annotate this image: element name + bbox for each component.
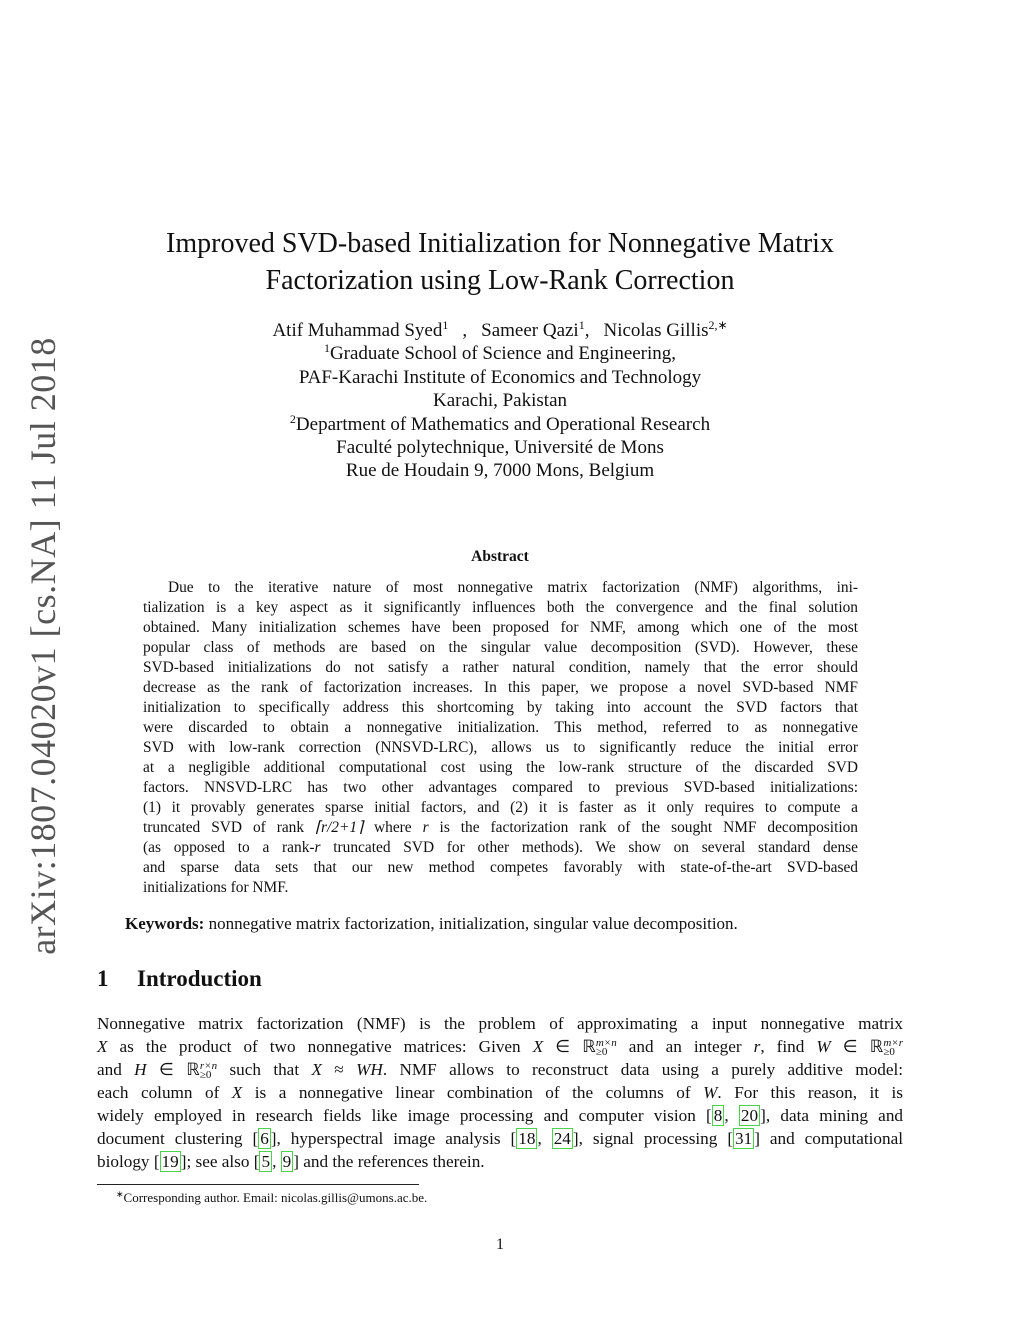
abstract-text: where	[363, 819, 423, 836]
author-list	[100, 319, 900, 342]
body-text: ], data mining and	[760, 1106, 904, 1125]
math-set: ∈ ℝ	[830, 1037, 884, 1056]
body-text: and an integer	[616, 1037, 754, 1056]
author-separator: ,	[584, 320, 590, 341]
math-X: X	[231, 1083, 243, 1102]
math-superscript: r×n	[199, 1060, 218, 1072]
abstract-line: factors. NNSVD-LRC has two other advantages compared to previous SVD-based initializations:	[143, 779, 858, 796]
keywords-label: Keywords:	[125, 914, 205, 933]
citation-link[interactable]: 24	[553, 1129, 571, 1148]
math-H: H	[134, 1060, 147, 1079]
math-dimension	[200, 1062, 217, 1080]
math-superscript: m×r	[883, 1037, 903, 1049]
citation-link[interactable]: 18	[518, 1129, 536, 1148]
math-W: W	[703, 1083, 718, 1102]
abstract-line: decrease as the rank of factorization increases. In this paper, we propose a novel SVD-based NMF	[143, 679, 858, 696]
abstract-heading: Abstract	[471, 548, 529, 565]
abstract-line: at a negligible additional computational cost using the low-rank structure of the discarded SVD	[143, 759, 858, 776]
abstract-line: Due to the iterative nature of most nonnegative matrix factorization (NMF) algorithms, ini-	[168, 579, 858, 596]
body-text: each column of	[97, 1083, 232, 1102]
math-WH: WH	[356, 1060, 383, 1079]
author-3: Nicolas Gillis	[603, 320, 709, 341]
affiliation-2-mark: 2	[289, 411, 296, 426]
body-line	[97, 1104, 903, 1127]
citation-link[interactable]: 31	[735, 1129, 753, 1148]
author-2: Sameer Qazi	[481, 320, 579, 341]
footnote-text: Corresponding author. Email: nicolas.gillis@umons.ac.be.	[123, 1190, 428, 1205]
abstract-text: (as opposed to a rank-	[143, 839, 315, 856]
section-title: Introduction	[137, 966, 262, 991]
keywords	[125, 914, 885, 934]
citation-link[interactable]: 5	[261, 1152, 271, 1171]
arxiv-identifier-text: arXiv:1807.04020v1 [cs.NA] 11 Jul 2018	[23, 337, 63, 955]
math-X: X	[97, 1037, 108, 1056]
affiliation-1-name: Graduate School of Science and Engineering,	[329, 343, 677, 365]
abstract-line: were discarded to obtain a nonnegative initialization. This method, referred to as nonnegative	[143, 719, 858, 736]
math-W: W	[816, 1037, 831, 1056]
math-subscript: ≥0	[883, 1046, 895, 1058]
abstract-body	[143, 578, 858, 898]
paper-title	[100, 225, 900, 299]
footnote-rule	[97, 1184, 419, 1185]
math-dimension	[883, 1039, 903, 1057]
body-text: ]; see also [	[180, 1152, 260, 1171]
body-line: Nonnegative matrix factorization (NMF) is the problem of approximating a input nonnegative matrix	[97, 1014, 903, 1033]
math-set: ∈ ℝ	[543, 1037, 596, 1056]
body-line	[97, 1127, 903, 1150]
keywords-text: nonnegative matrix factorization, initialization, singular value decomposition.	[208, 914, 738, 933]
author-separator: ,	[462, 320, 468, 341]
footnote-mark: ∗	[116, 1189, 124, 1199]
body-line	[97, 1058, 903, 1081]
author-3-affil-mark: 2,∗	[708, 318, 728, 332]
title-line-1: Improved SVD-based Initialization for Nonnegative Matrix	[166, 228, 834, 259]
math-r: r	[314, 839, 321, 856]
body-line	[97, 1150, 903, 1173]
math-subscript: ≥0	[199, 1069, 212, 1081]
body-text: biology [	[97, 1152, 160, 1171]
abstract-line: SVD with low-rank correction (NNSVD-LRC), allows us to significantly reduce the initial error	[143, 739, 858, 756]
affiliation-1-line-1	[100, 342, 900, 365]
citation-link[interactable]: 8	[713, 1106, 723, 1125]
body-text: . For this reason, it is	[717, 1083, 903, 1102]
abstract-line: SVD-based initializations do not satisfy a rather natural condition, namely that the error should	[143, 659, 858, 676]
math-X: X	[532, 1037, 544, 1056]
author-block	[100, 319, 900, 483]
arxiv-identifier	[18, 337, 68, 955]
body-text: , find	[760, 1037, 817, 1056]
citation-separator: ,	[537, 1129, 552, 1148]
title-line-2: Factorization using Low-Rank Correction	[265, 265, 735, 296]
affiliation-2-line-3: Rue de Houdain 9, 7000 Mons, Belgium	[345, 460, 655, 482]
body-text: ], hyperspectral image analysis [	[270, 1129, 517, 1148]
body-text: ], signal processing [	[572, 1129, 734, 1148]
abstract-line: initialization to specifically address this shortcoming by taking into account the SVD factors that	[143, 699, 858, 716]
affiliation-2-name: Department of Mathematics and Operational Research	[295, 413, 711, 435]
body-text: . NMF allows to reconstruct data using a purely additive model:	[382, 1060, 903, 1079]
math-X: X	[311, 1060, 322, 1079]
abstract-text: truncated SVD of rank	[143, 819, 316, 836]
abstract-line: tialization is a key aspect as it significantly influences both the convergence and the final solution	[143, 599, 858, 616]
affiliation-1-mark: 1	[323, 341, 330, 356]
math-subscript: ≥0	[595, 1046, 608, 1058]
abstract-line: obtained. Many initialization schemes have been proposed for NMF, among which one of the most	[143, 619, 858, 636]
abstract-text: truncated SVD for other methods). We show on several standard dense	[320, 839, 858, 856]
ceil-expression: ⌈r/2+1⌉	[315, 819, 364, 836]
abstract-line	[143, 838, 858, 858]
section-number: 1	[97, 966, 109, 991]
math-r: r	[753, 1037, 761, 1056]
author-2-affil-mark: 1	[578, 318, 585, 332]
section-heading	[97, 966, 262, 992]
body-text: such that	[217, 1060, 312, 1079]
abstract-line: and sparse data sets that our new method competes favorably with state-of-the-art SVD-based	[143, 859, 858, 876]
body-text: as the product of two nonnegative matrices: Given	[107, 1037, 533, 1056]
author-1: Atif Muhammad Syed	[272, 320, 443, 341]
abstract-line	[143, 818, 858, 838]
introduction-paragraph	[97, 1012, 903, 1173]
abstract-line: (1) it provably generates sparse initial factors, and (2) it is faster as it only requires to compute a	[143, 799, 858, 816]
body-line	[97, 1035, 903, 1058]
math-approx: ≈	[321, 1060, 357, 1079]
math-r: r	[422, 819, 429, 836]
affiliation-1-line-3: Karachi, Pakistan	[432, 390, 567, 412]
math-superscript: m×n	[595, 1037, 617, 1049]
citation-separator: ,	[272, 1152, 281, 1171]
citation-link[interactable]: 19	[161, 1152, 179, 1171]
math-set: ∈ ℝ	[146, 1060, 200, 1079]
author-1-affil-mark: 1	[442, 318, 449, 332]
page-number: 1	[496, 1236, 504, 1253]
body-text: and	[97, 1060, 135, 1079]
footnote	[116, 1189, 427, 1206]
affiliation-2-line-2: Faculté polytechnique, Université de Mons	[336, 437, 664, 459]
citation-link[interactable]: 9	[282, 1152, 292, 1171]
body-text: is a nonnegative linear combination of the columns of	[242, 1083, 704, 1102]
body-line	[97, 1081, 903, 1104]
body-text: ] and the references therein.	[293, 1152, 485, 1171]
body-text: widely employed in research fields like image processing and computer vision [	[97, 1106, 712, 1125]
body-text: ] and computational	[754, 1129, 903, 1148]
body-text: document clustering [	[97, 1129, 259, 1148]
abstract-line: initializations for NMF.	[143, 879, 289, 896]
abstract-text: is the factorization rank of the sought NMF decomposition	[428, 819, 859, 836]
affiliation-2-line-1	[100, 413, 900, 436]
affiliation-1-line-2: PAF-Karachi Institute of Economics and Technology	[298, 366, 702, 388]
abstract-line: popular class of methods are based on the singular value decomposition (SVD). However, these	[143, 639, 858, 656]
citation-link[interactable]: 6	[260, 1129, 269, 1148]
math-dimension	[596, 1039, 617, 1057]
citation-link[interactable]: 20	[740, 1106, 759, 1125]
citation-separator: ,	[724, 1106, 739, 1125]
